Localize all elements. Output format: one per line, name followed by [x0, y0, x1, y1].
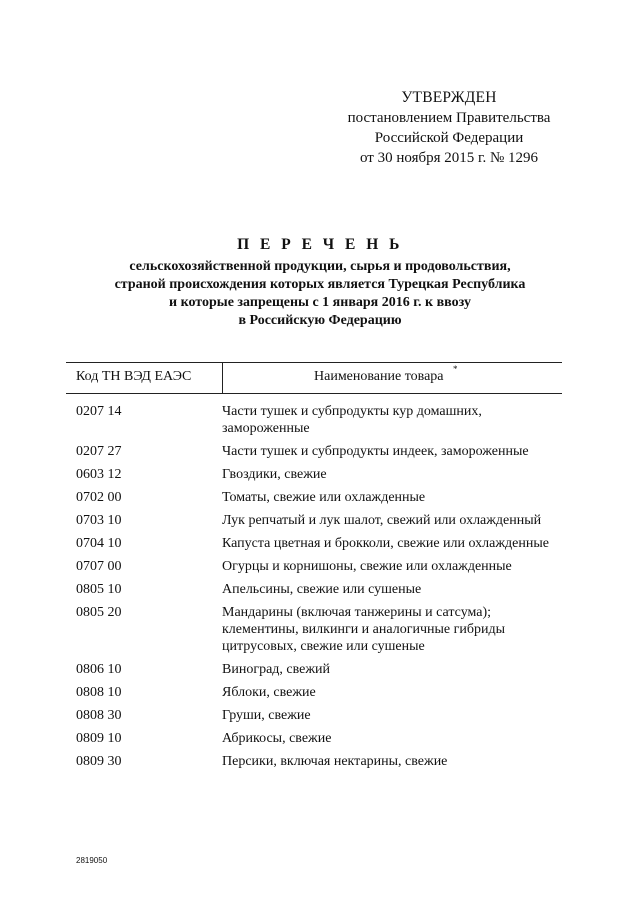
product-code: 0808 10 [76, 685, 122, 700]
product-code: 0707 00 [76, 559, 122, 574]
product-code: 0704 10 [76, 536, 122, 551]
table-row [76, 661, 566, 678]
table-header [66, 362, 562, 394]
approval-block [340, 88, 558, 168]
table-row [76, 489, 566, 506]
product-code: 0702 00 [76, 490, 122, 505]
product-name: Гвоздики, свежие [222, 467, 327, 482]
product-name: Части тушек и субпродукты кур домашних, замороженные [222, 404, 482, 436]
product-list [76, 403, 566, 776]
table-row [76, 684, 566, 701]
approval-date: от 30 ноября 2015 г. № 1296 [359, 150, 539, 166]
table-row [76, 443, 566, 460]
document-title [70, 236, 570, 330]
product-code: 0806 10 [76, 662, 122, 677]
title-sub-line: и которые запрещены с 1 января 2016 г. к ввозу [169, 295, 471, 310]
product-code: 0603 12 [76, 467, 122, 482]
table-row [76, 753, 566, 770]
column-header-code: Код ТН ВЭД ЕАЭС [76, 369, 192, 384]
approval-line: постановлением Правительства [347, 110, 551, 126]
product-code: 0809 10 [76, 731, 122, 746]
table-row [76, 604, 566, 655]
table-row [76, 707, 566, 724]
title-sub-line: страной происхождения которых является Турецкая Республика [114, 277, 526, 292]
product-code: 0207 27 [76, 444, 122, 459]
column-header-name: Наименование товара [314, 369, 444, 384]
title-main: П Е Р Е Ч Е Н Ь [237, 236, 403, 253]
product-name: Части тушек и субпродукты индеек, замороженные [222, 444, 529, 459]
product-name: Томаты, свежие или охлажденные [222, 490, 426, 505]
product-code: 0805 10 [76, 582, 122, 597]
product-name: Огурцы и корнишоны, свежие или охлажденные [222, 559, 512, 574]
product-name: Груши, свежие [222, 708, 311, 723]
product-name: Абрикосы, свежие [222, 731, 332, 746]
product-name: Яблоки, свежие [222, 685, 316, 700]
column-divider [222, 363, 223, 393]
table-row [76, 512, 566, 529]
product-code: 0805 20 [76, 605, 122, 620]
footnote-mark: * [453, 364, 458, 374]
title-sub-line: в Российскую Федерацию [238, 313, 402, 328]
title-sub-line: сельскохозяйственной продукции, сырья и продовольствия, [129, 259, 511, 274]
approval-line: Российской Федерации [374, 130, 524, 146]
approval-heading: УТВЕРЖДЕН [401, 89, 497, 106]
product-name: Капуста цветная и брокколи, свежие или охлажденные [222, 536, 549, 551]
product-code: 0808 30 [76, 708, 122, 723]
table-row [76, 730, 566, 747]
document-number: 2819050 [76, 856, 108, 865]
table-row [76, 535, 566, 552]
product-code: 0809 30 [76, 754, 122, 769]
product-name: Апельсины, свежие или сушеные [222, 582, 422, 597]
table-row [76, 558, 566, 575]
product-name: Персики, включая нектарины, свежие [222, 754, 448, 769]
product-code: 0207 14 [76, 404, 122, 419]
table-row [76, 581, 566, 598]
product-name: Лук репчатый и лук шалот, свежий или охлажденный [222, 513, 542, 528]
product-name: Виноград, свежий [222, 662, 331, 677]
product-name: Мандарины (включая танжерины и сатсума); клементины, вилкинги и аналогичные гибриды цитрусовых, свежие или сушеные [222, 605, 505, 654]
table-row [76, 403, 566, 437]
product-code: 0703 10 [76, 513, 122, 528]
table-row [76, 466, 566, 483]
